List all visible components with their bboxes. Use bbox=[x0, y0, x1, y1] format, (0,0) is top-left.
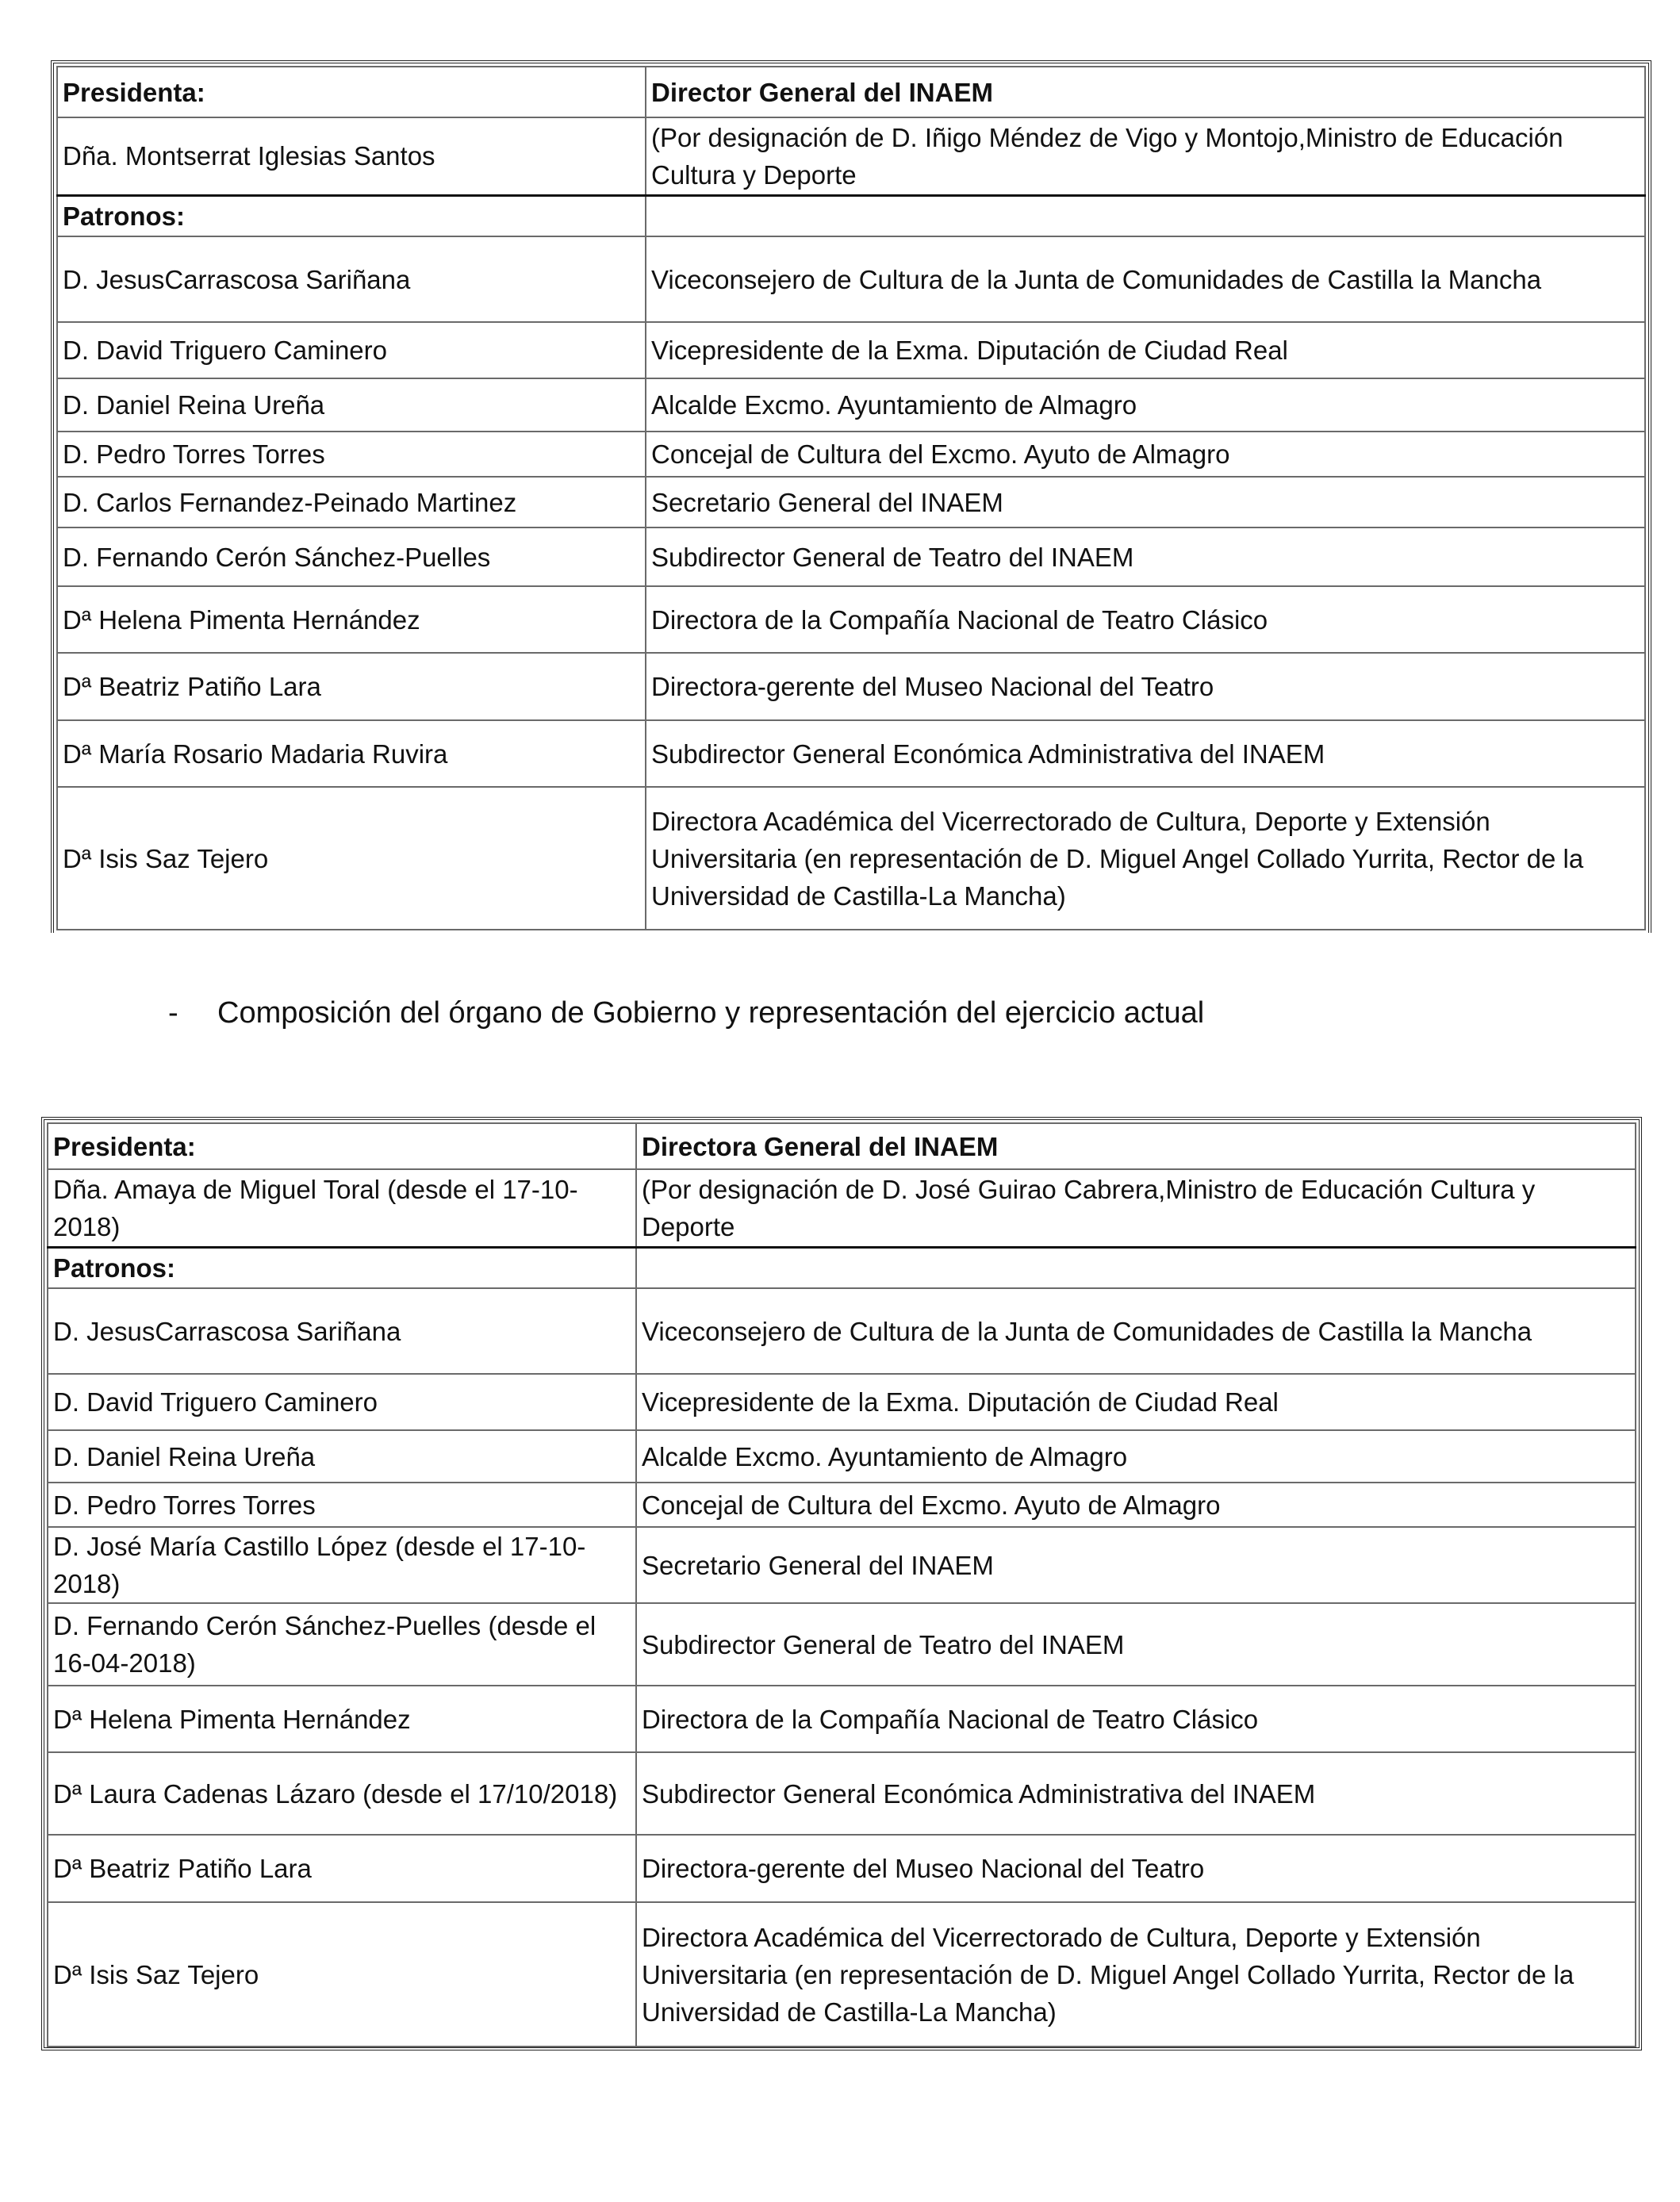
table-row bbox=[57, 117, 1645, 195]
table-row bbox=[57, 322, 1645, 378]
role-cell: Director General del INAEM bbox=[646, 67, 1645, 117]
composition-table bbox=[56, 66, 1646, 930]
role-cell: Vicepresidente de la Exma. Diputación de Ciudad Real bbox=[646, 322, 1645, 378]
name-cell: Patronos: bbox=[48, 1247, 636, 1288]
name-cell: D. JesusCarrascosa Sariñana bbox=[48, 1288, 636, 1374]
name-cell: Dª Laura Cadenas Lázaro (desde el 17/10/2018) bbox=[48, 1752, 636, 1835]
name-cell: D. José María Castillo López (desde el 17-10-2018) bbox=[48, 1527, 636, 1603]
table-row bbox=[57, 586, 1645, 653]
table-row bbox=[48, 1902, 1636, 2047]
name-cell: Dña. Montserrat Iglesias Santos bbox=[57, 117, 646, 195]
table-row bbox=[57, 653, 1645, 720]
patronato-table-current bbox=[41, 1117, 1642, 2050]
patronato-table-previous bbox=[51, 60, 1651, 933]
name-cell: Dª Isis Saz Tejero bbox=[57, 787, 646, 930]
name-cell: Dª Beatriz Patiño Lara bbox=[57, 653, 646, 720]
table-row bbox=[57, 787, 1645, 930]
table-row bbox=[48, 1430, 1636, 1483]
role-cell: Alcalde Excmo. Ayuntamiento de Almagro bbox=[646, 378, 1645, 432]
table-row bbox=[57, 432, 1645, 477]
role-cell: Directora General del INAEM bbox=[636, 1123, 1636, 1169]
table-row bbox=[57, 477, 1645, 527]
name-cell: D. Daniel Reina Ureña bbox=[48, 1430, 636, 1483]
role-cell: (Por designación de D. José Guirao Cabrera,Ministro de Educación Cultura y Deporte bbox=[636, 1169, 1636, 1247]
name-cell: D. Fernando Cerón Sánchez-Puelles (desde el 16-04-2018) bbox=[48, 1603, 636, 1686]
name-cell: D. David Triguero Caminero bbox=[48, 1374, 636, 1430]
table-row-presidenta bbox=[48, 1123, 1636, 1169]
table-row bbox=[48, 1527, 1636, 1603]
role-cell: Viceconsejero de Cultura de la Junta de Comunidades de Castilla la Mancha bbox=[646, 236, 1645, 322]
table-row-patronos bbox=[48, 1247, 1636, 1288]
role-cell: (Por designación de D. Iñigo Méndez de Vigo y Montojo,Ministro de Educación Cultura y Deporte bbox=[646, 117, 1645, 195]
table-row bbox=[48, 1169, 1636, 1247]
name-cell: Dª Isis Saz Tejero bbox=[48, 1902, 636, 2047]
role-cell: Concejal de Cultura del Excmo. Ayuto de Almagro bbox=[646, 432, 1645, 477]
role-cell: Subdirector General de Teatro del INAEM bbox=[646, 527, 1645, 586]
table-row-presidenta bbox=[57, 67, 1645, 117]
role-cell: Vicepresidente de la Exma. Diputación de Ciudad Real bbox=[636, 1374, 1636, 1430]
table-row-patronos bbox=[57, 195, 1645, 236]
name-cell: D. David Triguero Caminero bbox=[57, 322, 646, 378]
table-row bbox=[48, 1603, 1636, 1686]
role-cell: Secretario General del INAEM bbox=[636, 1527, 1636, 1603]
name-cell: D. Daniel Reina Ureña bbox=[57, 378, 646, 432]
role-cell: Secretario General del INAEM bbox=[646, 477, 1645, 527]
table-row bbox=[57, 236, 1645, 322]
role-cell: Directora de la Compañía Nacional de Teatro Clásico bbox=[646, 586, 1645, 653]
role-cell: Directora Académica del Vicerrectorado de Cultura, Deporte y Extensión Universitaria (en representación de D. Miguel Angel Collado Yurrita, Rector de la Universidad de Castilla-La Mancha) bbox=[646, 787, 1645, 930]
section-heading bbox=[168, 993, 1204, 1033]
name-cell: Dª Helena Pimenta Hernández bbox=[57, 586, 646, 653]
table-row bbox=[57, 720, 1645, 787]
table-row bbox=[48, 1686, 1636, 1752]
table-row bbox=[57, 527, 1645, 586]
role-cell: Directora de la Compañía Nacional de Teatro Clásico bbox=[636, 1686, 1636, 1752]
name-cell: Presidenta: bbox=[48, 1123, 636, 1169]
name-cell: Presidenta: bbox=[57, 67, 646, 117]
bullet-dash: - bbox=[168, 996, 178, 1030]
role-cell: Subdirector General de Teatro del INAEM bbox=[636, 1603, 1636, 1686]
name-cell: D. Pedro Torres Torres bbox=[57, 432, 646, 477]
role-cell: Directora Académica del Vicerrectorado de Cultura, Deporte y Extensión Universitaria (en representación de D. Miguel Angel Collado Yurrita, Rector de la Universidad de Castilla-La Mancha) bbox=[636, 1902, 1636, 2047]
role-cell: Subdirector General Económica Administrativa del INAEM bbox=[646, 720, 1645, 787]
name-cell: Dª María Rosario Madaria Ruvira bbox=[57, 720, 646, 787]
role-cell: Directora-gerente del Museo Nacional del Teatro bbox=[636, 1835, 1636, 1902]
name-cell: D. Pedro Torres Torres bbox=[48, 1483, 636, 1527]
role-cell bbox=[646, 195, 1645, 236]
table-row bbox=[48, 1483, 1636, 1527]
role-cell: Directora-gerente del Museo Nacional del Teatro bbox=[646, 653, 1645, 720]
table-row bbox=[48, 1835, 1636, 1902]
role-cell bbox=[636, 1247, 1636, 1288]
table-row bbox=[57, 378, 1645, 432]
name-cell: Dña. Amaya de Miguel Toral (desde el 17-10-2018) bbox=[48, 1169, 636, 1247]
name-cell: Dª Beatriz Patiño Lara bbox=[48, 1835, 636, 1902]
composition-table bbox=[47, 1122, 1636, 2047]
table-row bbox=[48, 1288, 1636, 1374]
name-cell: Dª Helena Pimenta Hernández bbox=[48, 1686, 636, 1752]
section-heading-text: Composición del órgano de Gobierno y representación del ejercicio actual bbox=[217, 996, 1205, 1030]
table-row bbox=[48, 1752, 1636, 1835]
role-cell: Concejal de Cultura del Excmo. Ayuto de Almagro bbox=[636, 1483, 1636, 1527]
name-cell: D. Fernando Cerón Sánchez-Puelles bbox=[57, 527, 646, 586]
name-cell: D. Carlos Fernandez-Peinado Martinez bbox=[57, 477, 646, 527]
role-cell: Viceconsejero de Cultura de la Junta de Comunidades de Castilla la Mancha bbox=[636, 1288, 1636, 1374]
name-cell: Patronos: bbox=[57, 195, 646, 236]
role-cell: Alcalde Excmo. Ayuntamiento de Almagro bbox=[636, 1430, 1636, 1483]
role-cell: Subdirector General Económica Administrativa del INAEM bbox=[636, 1752, 1636, 1835]
name-cell: D. JesusCarrascosa Sariñana bbox=[57, 236, 646, 322]
table-row bbox=[48, 1374, 1636, 1430]
